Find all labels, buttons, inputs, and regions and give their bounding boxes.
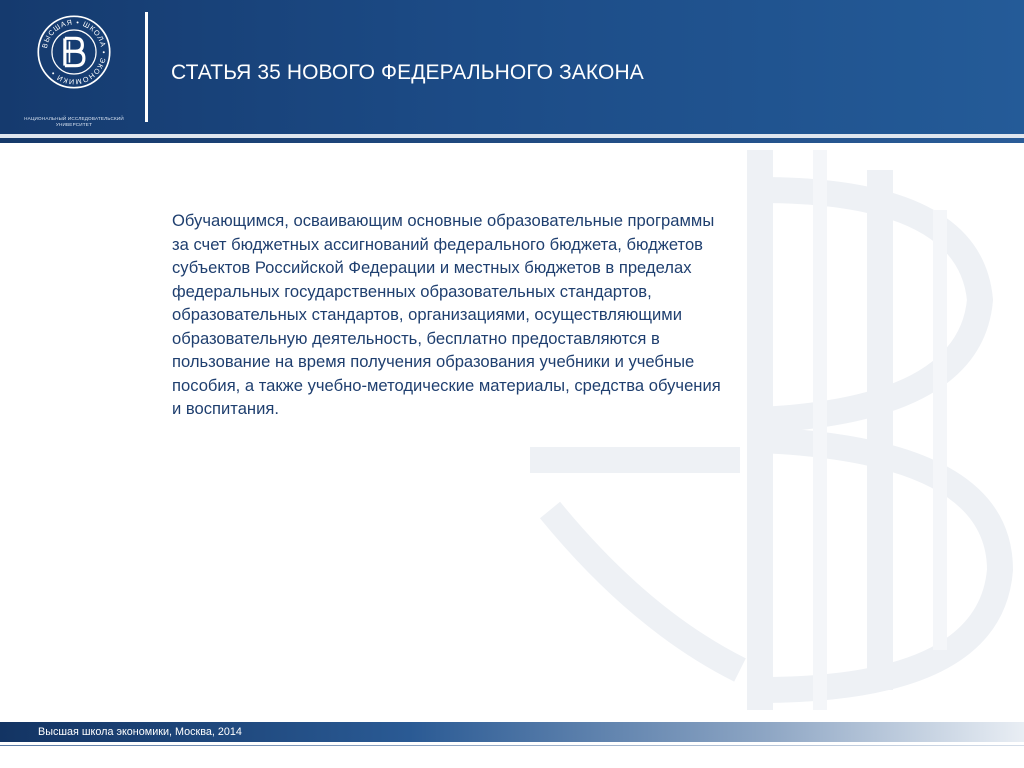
- article-text: [172, 209, 844, 421]
- footer-line: [0, 745, 1024, 746]
- logo-caption-line: УНИВЕРСИТЕТ: [55, 122, 93, 127]
- article-line: федеральных государственных образовательных стандартов,: [172, 281, 652, 301]
- header-band: [0, 0, 1024, 134]
- article-line: субъектов Российской Федерации и местных бюджетов в пределах: [172, 258, 692, 277]
- logo: [22, 14, 126, 126]
- hse-logo-icon: [36, 14, 112, 90]
- slide-title: СТАТЬЯ 35 НОВОГО ФЕДЕРАЛЬНОГО ЗАКОНА: [171, 61, 644, 84]
- logo-caption: [22, 116, 126, 128]
- article-line: за счет бюджетных ассигнований федерального бюджета, бюджетов: [172, 234, 703, 254]
- article-line: образовательных стандартов, организациями, осуществляющими: [172, 305, 682, 324]
- logo-ring-text: ВЫСШАЯ • ШКОЛА • ЭКОНОМИКИ •: [39, 17, 109, 87]
- article-line: пособия, а также учебно-методические материалы, средства обучения: [172, 375, 721, 395]
- article-line: образовательную деятельность, бесплатно предоставляются в: [172, 328, 660, 348]
- article-line: пользование на время получения образования учебники и учебные: [172, 352, 695, 371]
- logo-caption-line: НАЦИОНАЛЬНЫЙ ИССЛЕДОВАТЕЛЬСКИЙ: [24, 116, 124, 121]
- header-divider: [145, 12, 148, 122]
- article-line: Обучающимся, осваивающим основные образовательные программы: [172, 211, 715, 230]
- article-line: и воспитания.: [172, 399, 279, 418]
- footer-text: Высшая школа экономики, Москва, 2014: [38, 726, 242, 738]
- header-stripe: [0, 138, 1024, 143]
